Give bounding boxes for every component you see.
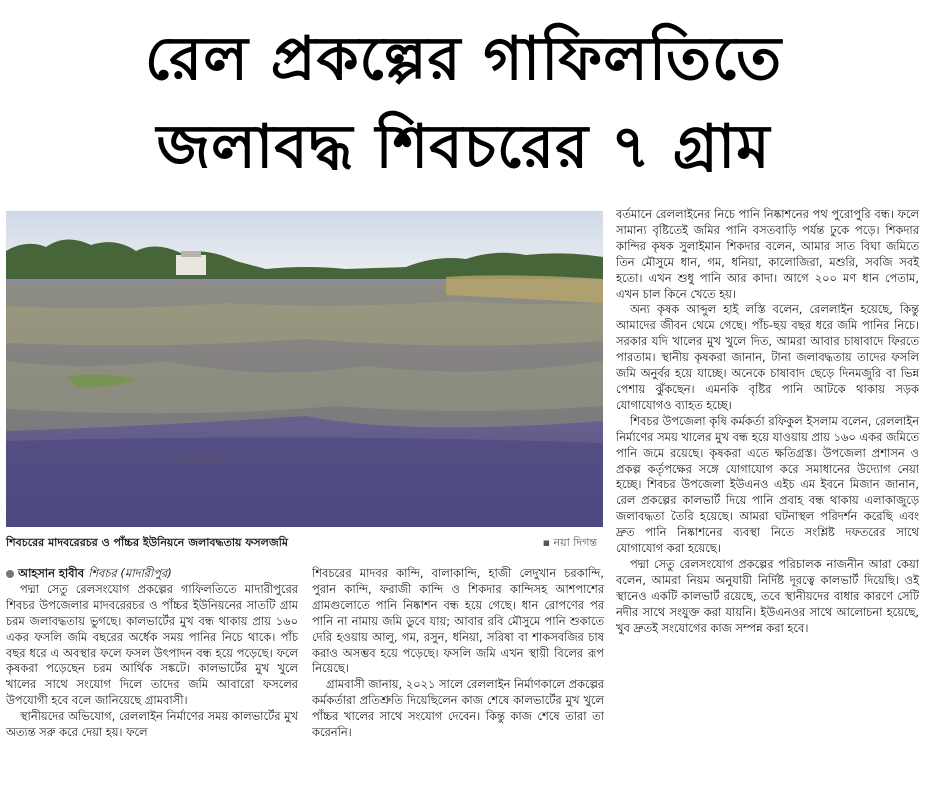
bullet-icon <box>6 570 14 578</box>
headline-line-2: জলাবদ্ধ শিবচরের ৭ গ্রাম <box>156 112 771 182</box>
article-column-3 <box>616 207 919 636</box>
paragraph: শিবচরের মাদবর কান্দি, বালাকান্দি, হাজী লেদুখান চরকান্দি, পুরান কান্দি, ফরাজী কান্দি ও শিকদার কান্দিসহ আশপাশের গ্রামগুলোতে পানি নিষ্কাশন বন্ধ হয়ে গেছে। ধান রোপণের পর পানি না নামায় জমি ডুবে যায়; আবার রবি মৌসুমে পানি শুকাতে দেরি হওয়ায় আলু, গম, রসুন, ধনিয়া, সরিষা বা শাকসবজির চাষ করাও অসম্ভব হয়ে পড়েছে। ফসলি জমি এখন স্থায়ী বিলের রূপ নিয়েছে। <box>312 566 604 676</box>
paragraph: স্থানীয়দের অভিযোগ, রেললাইন নির্মাণের সময় কালভার্টের মুখ অত্যন্ত সরু করে দেয়া হয়। ফলে <box>6 709 298 740</box>
news-photo <box>6 211 603 527</box>
paragraph: অন্য কৃষক আব্দুল হাই লস্তি বলেন, রেললাইন হয়েছে, কিন্তু আমাদের জীবন থেমে গেছে। পাঁচ-ছয় বছর ধরে জমি পানির নিচে। সরকার যদি খালের মুখ খুলে দিত, আমরা আবার চাষাবাদে ফিরতে পারতাম। স্থানীয় কৃষকরা জানান, টানা জলাবদ্ধতায় তাদের ফসলি জমি অনুর্বর হয়ে যাচ্ছে। অনেকে চাষাবাদ ছেড়ে দিনমজুরি বা ভিন্ন পেশায় ঝুঁকছেন। এমনকি বৃষ্টির পানি আটকে থাকায় সড়ক যোগাযোগও ব্যাহত হচ্ছে। <box>616 302 919 412</box>
dateline-place: শিবচর (মাদারীপুর) <box>88 566 172 580</box>
article-column-1 <box>6 566 298 741</box>
paragraph: পদ্মা সেতু রেলসংযোগ প্রকল্পের গাফিলতিতে মাদারীপুরের শিবচর উপজেলার মাদবরেরচর ও পাঁচ্চর ইউনিয়নের সাতটি গ্রাম চরম জলাবদ্ধতায় ভুগছে। কালভার্টের মুখ বন্ধ থাকায় প্রায় ১৬০ একর ফসলি জমি বছরের অর্ধেক সময় পানির নিচে থাকে। পাঁচ বছর ধরে এ অবস্থার ফলে ফসল উৎপাদন বন্ধ হয়ে পড়েছে। ফলে কৃষকরা পড়েছেন চরম আর্থিক সঙ্কটে। কালভার্টের মুখ খুলে খালের সাথে সংযোগ দিলে তাদের জমি আবারো ফসলের উপযোগী হবে বলে জানিয়েছে গ্রামবাসী। <box>6 581 298 708</box>
paragraph: বর্তমানে রেললাইনের নিচে পানি নিষ্কাশনের পথ পুরোপুরি বন্ধ। ফলে সামান্য বৃষ্টিতেই জমির পানি বসতবাড়ি পর্যন্ত ঢুকে পড়ে। শিকদার কান্দির কৃষক সুলাইমান শিকদার বলেন, আমার সাত বিঘা জমিতে তিন মৌসুমে ধান, গম, ধনিয়া, কালোজিরা, মশুরি, সবজি সবই হতো। এখন শুধু পানি আর কাদা। আগে ২০০ মণ ধান পেতাম, এখন চাল কিনে খেতে হয়। <box>616 207 919 301</box>
photo-credit: ▪ নয়া দিগন্ত <box>542 536 597 549</box>
paragraph: গ্রামবাসী জানায়, ২০২১ সালে রেললাইন নির্মাণকালে প্রকল্পের কর্মকর্তারা প্রতিশ্রুতি দিয়েছিলেন কাজ শেষে কালভার্টের মুখ খুলে পাঁচ্চর খালের সাথে সংযোগ দেবেন। কিন্তু কাজ শেষে তারা তা করেননি। <box>312 677 604 740</box>
photo-caption-row <box>6 534 603 553</box>
paragraph: শিবচর উপজেলা কৃষি কর্মকর্তা রফিকুল ইসলাম বলেন, রেললাইন নির্মাণের সময় খালের মুখ বন্ধ হয়ে যাওয়ায় প্রায় ১৬০ একর জমিতে পানি জমে রয়েছে। কৃষকরা এতে ক্ষতিগ্রস্ত। উপজেলা প্রশাসন ও প্রকল্প কর্তৃপক্ষের সঙ্গে যোগাযোগ করে সমাধানের উদ্যোগ নেয়া হচ্ছে। শিবচর উপজেলা ইউএনও এইচ এম ইবনে মিজান জানান, রেল প্রকল্পের কালভার্ট দিয়ে পানি প্রবাহ বন্ধ থাকায় এলাকাজুড়ে জলাবদ্ধতা তৈরি হয়েছে। আমরা ঘটনাস্থল পরিদর্শন করেছি এবং দ্রুত পানি নিষ্কাশনের ব্যবস্থা নিতে সংশ্লিষ্ট দফতরের সাথে যোগাযোগ করা হয়েছে। <box>616 413 919 556</box>
headline-line-1: রেল প্রকল্পের গাফিলতিতে <box>144 24 783 94</box>
article-column-2 <box>312 566 604 741</box>
author-name: আহসান হাবীব <box>18 566 85 580</box>
photo-credit-text: নয়া দিগন্ত <box>553 536 597 549</box>
byline <box>6 566 298 582</box>
paragraph: পদ্মা সেতু রেলসংযোগ প্রকল্পের পরিচালক নাজনীন আরা কেয়া বলেন, আমরা নিয়ম অনুযায়ী নির্দিষ্ট দূরত্বে কালভার্ট দিয়েছি। ওই স্থানেও একটি কালভার্ট রয়েছে, তবে স্থানীয়দের বাধার কারণে সেটি নদীর সাথে সংযুক্ত করা যায়নি। ইউএনওর সাথে আলোচনা হয়েছে, খুব দ্রুতই সংযোগের কাজ সম্পন্ন করা হবে। <box>616 556 919 635</box>
photo-caption: শিবচরের মাদবরেরচর ও পাঁচ্চর ইউনিয়নে জলাবদ্ধতায় ফসলজমি <box>6 536 288 549</box>
